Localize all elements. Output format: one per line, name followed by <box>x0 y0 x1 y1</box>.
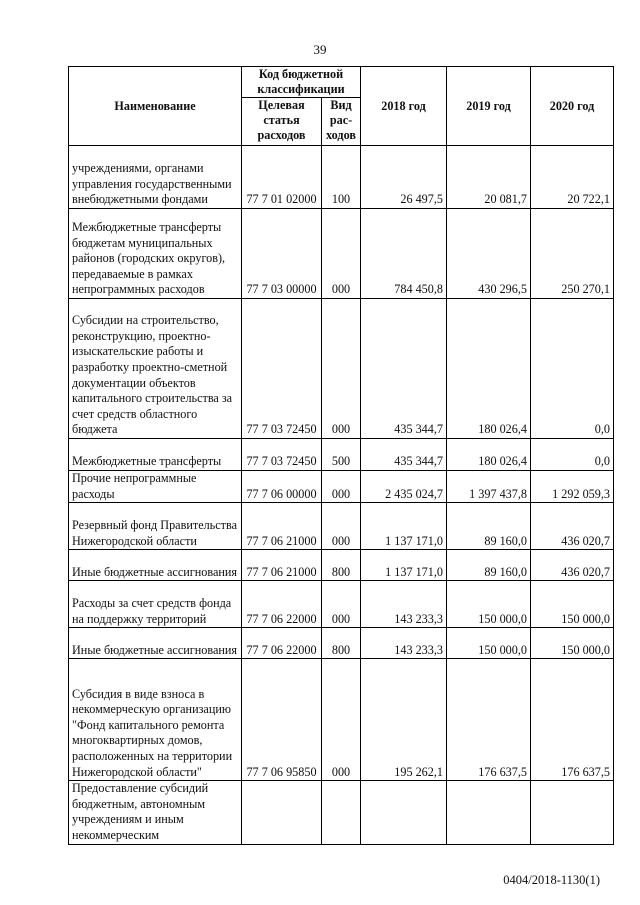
row-2020: 436 020,7 <box>531 550 614 581</box>
table-row <box>69 439 614 471</box>
row-name: Иные бюджетные ассигнования <box>69 628 242 659</box>
row-2020: 176 637,5 <box>531 659 614 781</box>
row-code: 77 7 06 21000 <box>242 550 322 581</box>
row-expense-type: 500 <box>322 439 361 471</box>
row-2019: 180 026,4 <box>447 299 531 439</box>
row-2019: 150 000,0 <box>447 581 531 628</box>
row-code: 77 7 06 22000 <box>242 581 322 628</box>
row-expense-type: 800 <box>322 550 361 581</box>
table-row <box>69 581 614 628</box>
row-2018: 26 497,5 <box>361 146 447 209</box>
budget-table <box>68 66 614 845</box>
row-expense-type: 000 <box>322 471 361 503</box>
row-2020: 150 000,0 <box>531 581 614 628</box>
header-2018: 2018 год <box>361 67 447 146</box>
row-code: 77 7 06 21000 <box>242 503 322 550</box>
row-2019: 150 000,0 <box>447 628 531 659</box>
row-name: Прочие непрограммные расходы <box>69 471 242 503</box>
row-code: 77 7 06 00000 <box>242 471 322 503</box>
row-2020: 20 722,1 <box>531 146 614 209</box>
table-row <box>69 628 614 659</box>
row-2018: 143 233,3 <box>361 581 447 628</box>
row-2019: 89 160,0 <box>447 503 531 550</box>
row-expense-type: 800 <box>322 628 361 659</box>
row-name: Межбюджетные трансферты <box>69 439 242 471</box>
table-row <box>69 146 614 209</box>
row-2018: 784 450,8 <box>361 209 447 299</box>
document-code: 0404/2018-1130(1) <box>503 873 600 887</box>
row-2018: 435 344,7 <box>361 439 447 471</box>
row-name: Субсидии на строительство, реконструкцию, проектно-изыскательские работы и разработку проектно-сметной документации объектов капитального строительства за счет средств областного бюджета <box>69 299 242 439</box>
table-row <box>69 299 614 439</box>
row-code: 77 7 06 95850 <box>242 659 322 781</box>
row-2020: 250 270,1 <box>531 209 614 299</box>
row-expense-type: 000 <box>322 209 361 299</box>
row-2020: 150 000,0 <box>531 628 614 659</box>
row-name: Иные бюджетные ассигнования <box>69 550 242 581</box>
row-2018: 195 262,1 <box>361 659 447 781</box>
row-code: 77 7 03 72450 <box>242 299 322 439</box>
row-code: 77 7 03 72450 <box>242 439 322 471</box>
row-2019 <box>447 781 531 844</box>
row-2019: 89 160,0 <box>447 550 531 581</box>
table-row <box>69 503 614 550</box>
row-2018: 435 344,7 <box>361 299 447 439</box>
row-expense-type <box>322 781 361 844</box>
table-row <box>69 209 614 299</box>
row-2019: 176 637,5 <box>447 659 531 781</box>
row-2020 <box>531 781 614 844</box>
header-classification: Код бюджетной классификации <box>242 67 361 98</box>
row-2019: 180 026,4 <box>447 439 531 471</box>
row-code <box>242 781 322 844</box>
row-2020: 0,0 <box>531 299 614 439</box>
table-row <box>69 550 614 581</box>
row-expense-type: 000 <box>322 503 361 550</box>
row-expense-type: 100 <box>322 146 361 209</box>
row-code: 77 7 01 02000 <box>242 146 322 209</box>
header-expense-type: Вид рас-ходов <box>322 98 361 146</box>
row-name: Расходы за счет средств фонда на поддержку территорий <box>69 581 242 628</box>
table-row <box>69 659 614 781</box>
row-2020: 1 292 059,3 <box>531 471 614 503</box>
header-target-article: Целевая статья расходов <box>242 98 322 146</box>
row-2018: 1 137 171,0 <box>361 550 447 581</box>
row-2019: 1 397 437,8 <box>447 471 531 503</box>
row-2018: 2 435 024,7 <box>361 471 447 503</box>
row-2018: 143 233,3 <box>361 628 447 659</box>
row-2020: 436 020,7 <box>531 503 614 550</box>
table-row <box>69 471 614 503</box>
row-code: 77 7 06 22000 <box>242 628 322 659</box>
header-2019: 2019 год <box>447 67 531 146</box>
row-name: учреждениями, органами управления государственными внебюджетными фондами <box>69 146 242 209</box>
row-2018: 1 137 171,0 <box>361 503 447 550</box>
page-number: 39 <box>313 42 327 57</box>
row-name: Субсидия в виде взноса в некоммерческую организацию "Фонд капитального ремонта многоквартирных домов, расположенных на территории Нижегородской области" <box>69 659 242 781</box>
row-2020: 0,0 <box>531 439 614 471</box>
row-name: Предоставление субсидий бюджетным, автономным учреждениям и иным некоммерческим <box>69 781 242 844</box>
header-2020: 2020 год <box>531 67 614 146</box>
row-2019: 20 081,7 <box>447 146 531 209</box>
row-name: Межбюджетные трансферты бюджетам муниципальных районов (городских округов), передаваемые в рамках непрограммных расходов <box>69 209 242 299</box>
row-expense-type: 000 <box>322 659 361 781</box>
row-code: 77 7 03 00000 <box>242 209 322 299</box>
row-name: Резервный фонд Правительства Нижегородской области <box>69 503 242 550</box>
row-expense-type: 000 <box>322 299 361 439</box>
table-row <box>69 781 614 844</box>
row-2018 <box>361 781 447 844</box>
row-2019: 430 296,5 <box>447 209 531 299</box>
row-expense-type: 000 <box>322 581 361 628</box>
header-name: Наименование <box>69 67 242 146</box>
